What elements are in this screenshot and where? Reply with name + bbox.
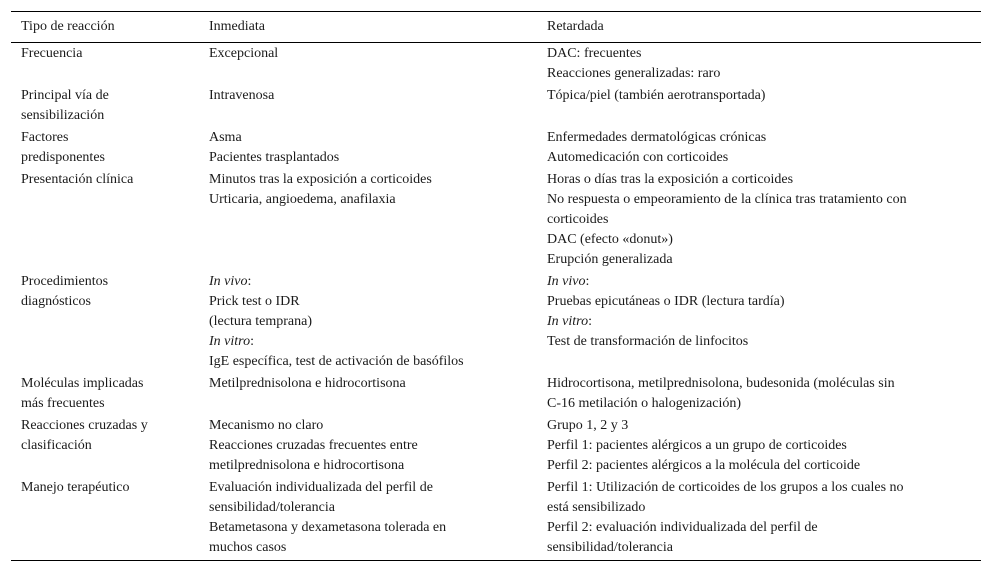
table-row	[11, 127, 981, 169]
header-inmediata: Inmediata	[199, 12, 537, 43]
retardada-cell	[537, 271, 981, 373]
method-colon: :	[585, 274, 590, 289]
retardada-line: Perfil 2: evaluación individualizada del perfil de	[547, 520, 818, 535]
inmediata-cell	[199, 477, 537, 560]
inmediata-cell	[199, 127, 537, 169]
inmediata-line: muchos casos	[209, 540, 287, 555]
retardada-line: No respuesta o empeoramiento de la clínica tras tratamiento con	[547, 192, 907, 207]
retardada-line: Tópica/piel (también aerotransportada)	[547, 88, 766, 103]
table-row	[11, 271, 981, 373]
inmediata-line: Mecanismo no claro	[209, 418, 324, 433]
header-row	[11, 12, 981, 43]
header-retardada: Retardada	[537, 12, 981, 43]
inmediata-cell	[199, 415, 537, 477]
row-label-cell	[11, 373, 199, 415]
inmediata-line: Metilprednisolona e hidrocortisona	[209, 376, 406, 391]
retardada-line: Erupción generalizada	[547, 252, 673, 267]
retardada-line: corticoides	[547, 212, 609, 227]
method-name: In vitro	[547, 314, 589, 329]
inmediata-line: Urticaria, angioedema, anafilaxia	[209, 192, 396, 207]
retardada-line: sensibilidad/tolerancia	[547, 540, 673, 555]
retardada-method-label	[547, 312, 971, 332]
table-row	[11, 373, 981, 415]
inmediata-line: Prick test o IDR	[209, 294, 300, 309]
row-label-line: Factores	[21, 130, 69, 145]
header-tipo-de-reaccion: Tipo de reacción	[11, 12, 199, 43]
method-colon: :	[588, 314, 592, 329]
retardada-cell	[537, 169, 981, 271]
inmediata-line: Reacciones cruzadas frecuentes entre	[209, 438, 418, 453]
row-label-cell	[11, 43, 199, 86]
inmediata-line: Betametasona y dexametasona tolerada en	[209, 520, 447, 535]
retardada-line: Automedicación con corticoides	[547, 150, 729, 165]
reaction-comparison-table	[11, 12, 981, 560]
retardada-cell	[537, 85, 981, 127]
retardada-cell	[537, 373, 981, 415]
row-label-line: Moléculas implicadas	[21, 376, 144, 391]
retardada-line: DAC (efecto «donut»)	[547, 232, 673, 247]
row-label-line: más frecuentes	[21, 396, 105, 411]
inmediata-line: sensibilidad/tolerancia	[209, 500, 335, 515]
inmediata-cell	[199, 43, 537, 86]
inmediata-method-label	[209, 332, 527, 352]
retardada-line: Perfil 2: pacientes alérgicos a la molécula del corticoide	[547, 458, 861, 473]
retardada-line: Perfil 1: Utilización de corticoides de los grupos a los cuales no	[547, 480, 904, 495]
row-label-line: clasificación	[21, 438, 92, 453]
method-name: In vivo	[547, 274, 586, 289]
reaction-comparison-table-wrapper	[11, 11, 981, 561]
inmediata-line: Evaluación individualizada del perfil de	[209, 480, 433, 495]
inmediata-line: Pacientes trasplantados	[209, 150, 340, 165]
table-row	[11, 477, 981, 560]
row-label-line: Principal vía de	[21, 88, 109, 103]
row-label-line: sensibilización	[21, 108, 105, 123]
inmediata-cell	[199, 373, 537, 415]
row-label-line: Reacciones cruzadas y	[21, 418, 148, 433]
retardada-cell	[537, 127, 981, 169]
inmediata-cell	[199, 85, 537, 127]
inmediata-cell	[199, 169, 537, 271]
retardada-line: Enfermedades dermatológicas crónicas	[547, 130, 767, 145]
retardada-line: Reacciones generalizadas: raro	[547, 66, 721, 81]
row-label-line: Frecuencia	[21, 46, 83, 61]
retardada-line: C-16 metilación o halogenización)	[547, 396, 741, 411]
retardada-line: Horas o días tras la exposición a corticoides	[547, 172, 794, 187]
method-name: In vivo	[209, 274, 248, 289]
retardada-line: Hidrocortisona, metilprednisolona, budesonida (moléculas sin	[547, 376, 895, 391]
retardada-line: Pruebas epicutáneas o IDR (lectura tardía)	[547, 294, 785, 309]
row-label-line: predisponentes	[21, 150, 105, 165]
retardada-line: DAC: frecuentes	[547, 46, 642, 61]
row-label-cell	[11, 127, 199, 169]
table-body	[11, 43, 981, 561]
row-label-cell	[11, 271, 199, 373]
row-label-line: Procedimientos	[21, 274, 109, 289]
retardada-line: está sensibilizado	[547, 500, 646, 515]
inmediata-line: Minutos tras la exposición a corticoides	[209, 172, 432, 187]
retardada-line: Perfil 1: pacientes alérgicos a un grupo de corticoides	[547, 438, 847, 453]
inmediata-line: Intravenosa	[209, 88, 275, 103]
table-row	[11, 43, 981, 86]
row-label-line: Presentación clínica	[21, 172, 134, 187]
table-header	[11, 12, 981, 43]
retardada-cell	[537, 415, 981, 477]
inmediata-line: (lectura temprana)	[209, 314, 312, 329]
row-label-cell	[11, 85, 199, 127]
row-label-cell	[11, 169, 199, 271]
table-row	[11, 85, 981, 127]
table-row	[11, 415, 981, 477]
inmediata-line: Asma	[209, 130, 242, 145]
inmediata-line: Excepcional	[209, 46, 279, 61]
retardada-line: Grupo 1, 2 y 3	[547, 418, 629, 433]
method-colon: :	[247, 274, 252, 289]
inmediata-cell	[199, 271, 537, 373]
inmediata-line: IgE específica, test de activación de basófilos	[209, 354, 464, 369]
row-label-line: diagnósticos	[21, 294, 91, 309]
table-row	[11, 169, 981, 271]
row-label-cell	[11, 415, 199, 477]
inmediata-method-label	[209, 272, 527, 292]
method-colon: :	[250, 334, 254, 349]
retardada-cell	[537, 43, 981, 86]
row-label-line: Manejo terapéutico	[21, 480, 130, 495]
row-label-cell	[11, 477, 199, 560]
retardada-line: Test de transformación de linfocitos	[547, 334, 749, 349]
method-name: In vitro	[209, 334, 251, 349]
inmediata-line: metilprednisolona e hidrocortisona	[209, 458, 405, 473]
retardada-cell	[537, 477, 981, 560]
retardada-method-label	[547, 272, 971, 292]
